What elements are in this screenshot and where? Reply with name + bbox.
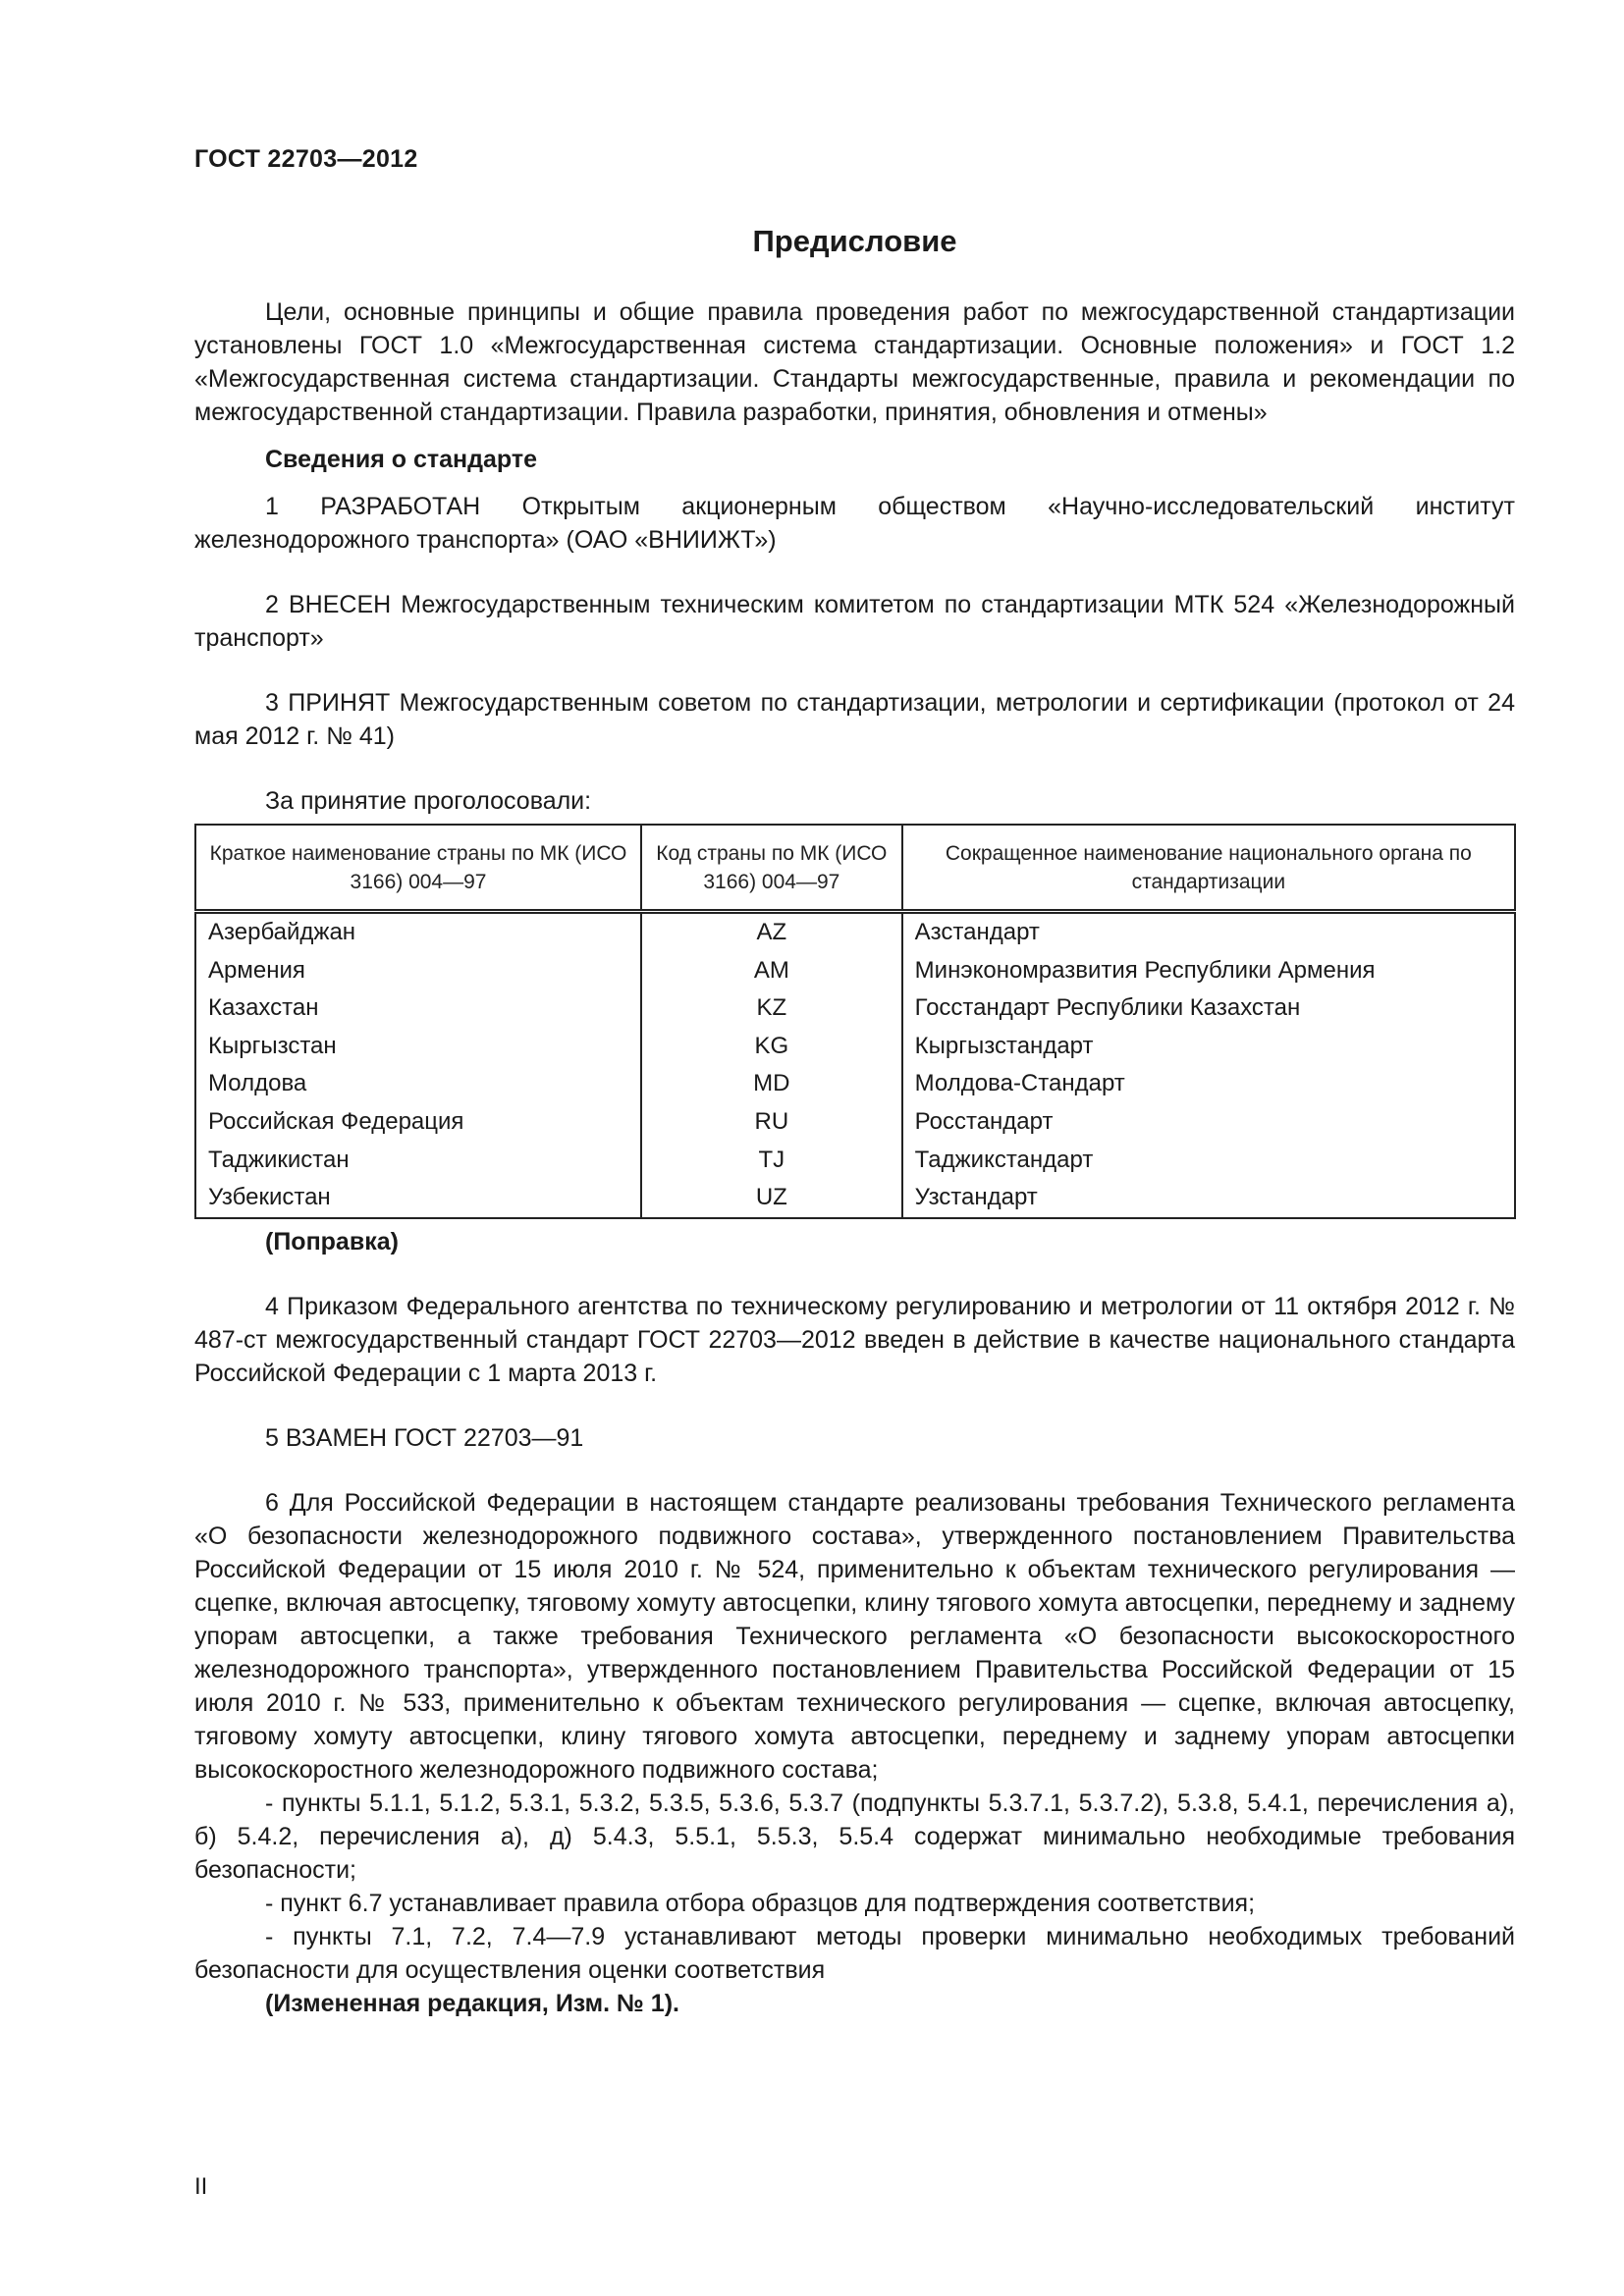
country-name: Азербайджан: [195, 912, 641, 952]
standards-body: Азстандарт: [902, 912, 1515, 952]
document-code-header: ГОСТ 22703—2012: [194, 145, 418, 173]
intro-paragraph: Цели, основные принципы и общие правила проведения работ по межгосударственной стандартизации установлены ГОСТ 1.0 «Межгосударственная система стандартизации. Основные положения» и ГОСТ 1.2 «Межгосударственная система стандартизации. Стандарты межгосударственные, правила и рекомендации по межгосударственной стандартизации. Правила разработки, принятия, обновления и отмены»: [194, 298, 1515, 426]
revision-note: (Измененная редакция, Изм. № 1).: [265, 1989, 679, 2017]
table-row: [195, 1065, 1515, 1103]
country-code: MD: [641, 1065, 902, 1103]
table-row: [195, 1028, 1515, 1066]
country-code: AM: [641, 952, 902, 990]
country-code: RU: [641, 1103, 902, 1142]
table-header-country: Краткое наименование страны по МК (ИСО 3166) 004—97: [195, 825, 641, 912]
table-header-row: [195, 825, 1515, 912]
table-header-code: Код страны по МК (ИСО 3166) 004—97: [641, 825, 902, 912]
standards-body: Росстандарт: [902, 1103, 1515, 1142]
country-code: KZ: [641, 989, 902, 1028]
standards-body: Узстандарт: [902, 1179, 1515, 1218]
amendment-note: (Поправка): [265, 1227, 399, 1255]
voting-countries-table: [194, 824, 1516, 1219]
list-item: - пункт 6.7 устанавливает правила отбора образцов для подтверждения соответствия;: [265, 1889, 1256, 1917]
country-name: Российская Федерация: [195, 1103, 641, 1142]
voted-label: За принятие проголосовали:: [265, 787, 592, 815]
country-name: Армения: [195, 952, 641, 990]
standards-body: Госстандарт Республики Казахстан: [902, 989, 1515, 1028]
standards-body: Минэкономразвития Республики Армения: [902, 952, 1515, 990]
country-name: Таджикистан: [195, 1142, 641, 1180]
table-row: [195, 1142, 1515, 1180]
item-3-adopted: 3 ПРИНЯТ Межгосударственным советом по стандартизации, метрологии и сертификации (протокол от 24 мая 2012 г. № 41): [194, 689, 1515, 750]
page-number: II: [194, 2173, 208, 2200]
country-name: Казахстан: [195, 989, 641, 1028]
country-code: KG: [641, 1028, 902, 1066]
info-heading: Сведения о стандарте: [265, 446, 538, 473]
country-name: Узбекистан: [195, 1179, 641, 1218]
table-row: [195, 1179, 1515, 1218]
standards-body: Молдова-Стандарт: [902, 1065, 1515, 1103]
table-header-body: Сокращенное наименование национального органа по стандартизации: [902, 825, 1515, 912]
list-item: - пункты 5.1.1, 5.1.2, 5.3.1, 5.3.2, 5.3.5, 5.3.6, 5.3.7 (подпункты 5.3.7.1, 5.3.7.2), 5.3.8, 5.4.1, перечисления а), б) 5.4.2, перечисления а), д) 5.4.3, 5.5.1, 5.5.3, 5.5.4 содержат минимально необходимые требования безопасности;: [194, 1789, 1515, 1884]
item-5-replaces: 5 ВЗАМЕН ГОСТ 22703—91: [265, 1423, 584, 1452]
list-item: - пункты 7.1, 7.2, 7.4—7.9 устанавливают методы проверки минимально необходимых требований безопасности для осуществления оценки соответствия: [194, 1922, 1515, 1984]
table-row: [195, 952, 1515, 990]
item-1-developed: 1 РАЗРАБОТАН Открытым акционерным обществом «Научно-исследовательский институт железнодорожного транспорта» (ОАО «ВНИИЖТ»): [194, 493, 1515, 554]
country-code: AZ: [641, 912, 902, 952]
country-name: Молдова: [195, 1065, 641, 1103]
table-row: [195, 1103, 1515, 1142]
item-2-submitted: 2 ВНЕСЕН Межгосударственным техническим комитетом по стандартизации МТК 524 «Железнодорожный транспорт»: [194, 591, 1515, 652]
page-title: Предисловие: [752, 224, 957, 258]
standards-body: Таджикстандарт: [902, 1142, 1515, 1180]
country-code: TJ: [641, 1142, 902, 1180]
country-name: Кыргызстан: [195, 1028, 641, 1066]
table-row: [195, 912, 1515, 952]
table-row: [195, 989, 1515, 1028]
country-code: UZ: [641, 1179, 902, 1218]
document-body: [194, 295, 1515, 2020]
item-4-enacted: 4 Приказом Федерального агентства по техническому регулированию и метрологии от 11 октября 2012 г. № 487-ст межгосударственный стандарт ГОСТ 22703—2012 введен в действие в качестве национального стандарта Российской Федерации с 1 марта 2013 г.: [194, 1292, 1515, 1387]
standards-body: Кыргызстандарт: [902, 1028, 1515, 1066]
item-6-regulations: 6 Для Российской Федерации в настоящем стандарте реализованы требования Технического регламента «О безопасности железнодорожного подвижного состава», утвержденного постановлением Правительства Российской Федерации от 15 июля 2010 г. № 524, применительно к объектам технического регулирования — сцепке, включая автосцепку, тяговому хомуту автосцепки, клину тягового хомута автосцепки, переднему и заднему упорам автосцепки, а также требования Технического регламента «О безопасности высокоскоростного железнодорожного транспорта», утвержденного постановлением Правительства Российской Федерации от 15 июля 2010 г. № 533, применительно к объектам технического регулирования — сцепке, включая автосцепку, тяговому хомуту автосцепки, клину тягового хомута автосцепки, переднему и заднему упорам автосцепки высокоскоростного железнодорожного подвижного состава;: [194, 1488, 1515, 1784]
